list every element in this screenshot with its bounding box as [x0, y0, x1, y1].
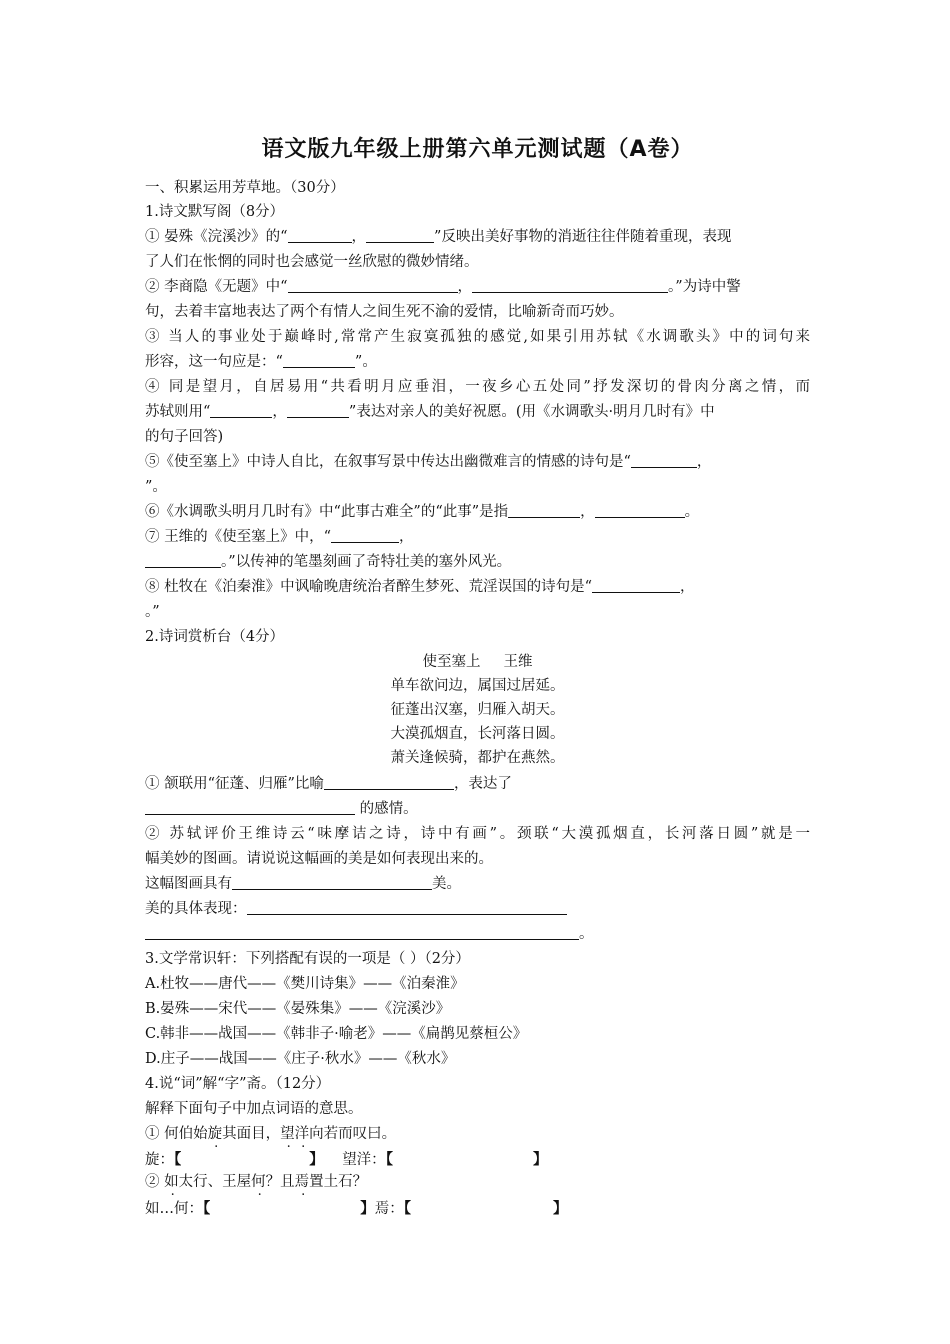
blank[interactable] — [366, 226, 434, 243]
blank[interactable] — [592, 576, 680, 593]
q1-item8-text-b: ， — [680, 579, 695, 595]
sentence-text: ① 何伯始 — [145, 1126, 208, 1142]
answer-label: 如…何： — [145, 1201, 203, 1217]
q1-item8-cont: 。” — [145, 604, 160, 620]
q2-item2-cont: 幅美妙的图画。请说说这幅画的美是如何表现出来的。 — [145, 851, 493, 867]
q3-heading: 3.文学常识轩：下列搭配有误的一项是（ ）（2分） — [145, 951, 470, 967]
q2-item2-feature — [145, 872, 810, 897]
sentence-text: ？且 — [265, 1174, 295, 1190]
dotted-word: 焉 — [294, 1174, 310, 1190]
q2-item1-cont — [145, 797, 810, 822]
bracket-close: 】 — [553, 1200, 568, 1217]
blank[interactable] — [232, 873, 432, 890]
poem-line: 单车欲问边，属国过居延。 — [390, 678, 565, 694]
blank[interactable] — [287, 401, 349, 418]
q1-item2-text-b: ， — [457, 279, 473, 295]
blank[interactable] — [331, 526, 399, 543]
q1-item5-text-a: ⑤《使至塞上》中诗人自比，在叙事写景中传达出幽微难言的情感的诗句是“ — [145, 454, 631, 470]
blank[interactable] — [145, 798, 355, 815]
q2-item2-text-f: 。 — [579, 926, 594, 942]
q2-item1-text-c: 的感情。 — [359, 801, 418, 817]
dotted-word: 望 — [280, 1126, 295, 1142]
q1-item2-cont: 句，去着丰富地表达了两个有情人之间生死不渝的爱情，比喻新奇而巧妙。 — [145, 304, 624, 320]
q1-item3-cont — [145, 350, 810, 375]
q2-item2: ② 苏轼评价王维诗云“味摩诘之诗，诗中有画”。颈联“大漠孤烟直，长河落日圆”就是一 — [145, 826, 810, 842]
q4-answer-row2 — [145, 1196, 810, 1222]
poem-author: 王维 — [503, 654, 533, 670]
q1-item6 — [145, 500, 810, 525]
q1-item5 — [145, 450, 810, 475]
q4-intro: 解释下面句子中加点词语的意思。 — [145, 1101, 363, 1117]
q1-item7-text-b: ， — [399, 529, 414, 545]
sentence-text: 向若而叹曰。 — [309, 1126, 397, 1142]
poem-line: 征蓬出汉塞，归雁入胡天。 — [390, 702, 565, 718]
q2-item1-text-a: ① 颔联用“征蓬、归雁”比喻 — [145, 776, 324, 792]
q1-item7-text-a: ⑦ 王维的《使至塞上》中，“ — [145, 529, 332, 545]
q2-item1 — [145, 772, 810, 797]
bracket-open: 【 — [403, 1200, 411, 1217]
answer-label: 焉： — [374, 1201, 404, 1217]
exam-title: 语文版九年级上册第六单元测试题（A卷） — [261, 137, 694, 162]
dotted-word: 何 — [251, 1174, 266, 1190]
blank[interactable] — [472, 276, 668, 293]
q1-item6-text-b: ， — [580, 504, 595, 520]
q3-option-a: A.杜牧——唐代——《樊川诗集》——《泊秦淮》 — [145, 976, 465, 992]
q2-heading: 2.诗词赏析台（4分） — [145, 629, 285, 645]
q1-item1 — [145, 225, 810, 250]
q2-item2-detail — [145, 897, 810, 922]
bracket-open: 【 — [203, 1200, 211, 1217]
poem-title-line — [145, 650, 810, 674]
answer-label: 望洋： — [342, 1152, 386, 1168]
q2-item2-text-e: 美的具体表现： — [145, 901, 247, 917]
bracket-close: 】 — [309, 1151, 324, 1168]
sentence-text: 置土石？ — [309, 1174, 368, 1190]
q1-item4-text-c: ， — [272, 404, 287, 420]
q1-item1-text-b: ， — [351, 229, 367, 245]
blank[interactable] — [210, 401, 272, 418]
bracket-open: 【 — [385, 1151, 393, 1168]
poem-line: 萧关逢候骑，都护在燕然。 — [390, 750, 565, 766]
q2-item2-detail-cont — [145, 922, 810, 947]
q2-item2-text-c: 这幅图画具有 — [145, 876, 232, 892]
q2-item1-text-b: ，表达了 — [453, 776, 512, 792]
blank[interactable] — [283, 351, 355, 368]
q3-option-c: C.韩非——战国——《韩非子·喻老》——《扁鹊见蔡桓公》 — [145, 1026, 528, 1042]
poem-title: 使至塞上 — [422, 654, 481, 670]
sentence-text: 太行、王屋 — [178, 1174, 252, 1190]
q1-item4-text-b: 苏轼则用“ — [145, 404, 211, 420]
q1-item1-text-a: ① 晏殊《浣溪沙》的“ — [145, 229, 288, 245]
bracket-close: 】 — [532, 1151, 548, 1168]
blank[interactable] — [288, 276, 458, 293]
q3-option-d: D.庄子——战国——《庄子·秋水》——《秋水》 — [145, 1051, 456, 1067]
poem-line: 大漠孤烟直，长河落日圆。 — [390, 726, 565, 742]
q1-item6-text-a: ⑥《水调歌头明月几时有》中“此事古难全”的“此事”是指 — [145, 504, 509, 520]
q1-item4-cont — [145, 400, 810, 425]
dotted-word: 旋 — [207, 1126, 223, 1142]
q1-item4-end: 的句子回答) — [145, 429, 224, 445]
dotted-word: 如 — [164, 1174, 179, 1190]
q4-heading: 4.说“词”解“字”斋。（12分） — [145, 1076, 331, 1092]
q1-item7-cont — [145, 550, 810, 575]
bracket-open: 【 — [174, 1151, 182, 1168]
dotted-word: 洋 — [294, 1126, 310, 1142]
q1-item1-cont: 了人们在怅惘的同时也会感觉一丝欣慰的微妙情绪。 — [145, 254, 479, 270]
bracket-close: 】 — [360, 1200, 375, 1217]
q1-item4-text-d: ”表达对亲人的美好祝愿。(用《水调歌头·明月几时有》中 — [348, 404, 715, 420]
q1-item2 — [145, 275, 810, 300]
q1-item3: ③ 当人的事业处于巅峰时,常常产生寂寞孤独的感觉,如果引用苏轼《水调歌头》中的词句来 — [145, 329, 810, 345]
q1-item2-text-a: ② 李商隐《无题》中“ — [145, 279, 288, 295]
sentence-text: ② — [145, 1174, 165, 1190]
q1-item8 — [145, 575, 810, 600]
blank[interactable] — [288, 226, 352, 243]
q1-item7-text-c: 。”以传神的笔墨刻画了奇特壮美的塞外风光。 — [221, 554, 512, 570]
blank[interactable] — [324, 773, 454, 790]
answer-label: 旋： — [145, 1152, 174, 1168]
blank[interactable] — [631, 451, 697, 468]
q1-item3-text-b: 形容，这一句应是：“ — [145, 354, 283, 370]
q1-item1-text-c: ”反映出美好事物的消逝往往伴随着重现，表现 — [434, 229, 732, 245]
q2-item2-text-d: 美。 — [432, 876, 461, 892]
section-heading: 一、积累运用芳草地。（30分） — [145, 180, 345, 196]
q1-item7 — [145, 525, 810, 550]
q1-item5-cont: ”。 — [145, 479, 167, 495]
q4-sentence2 — [145, 1170, 810, 1195]
q1-item5-text-b: ， — [696, 454, 712, 470]
q4-sentence1 — [145, 1122, 810, 1147]
q1-heading: 1.诗文默写阁（8分） — [145, 204, 285, 220]
q3-option-b: B.晏殊——宋代——《晏殊集》——《浣溪沙》 — [145, 1001, 451, 1017]
blank[interactable] — [247, 898, 567, 915]
q1-item3-text-c: ”。 — [354, 354, 377, 370]
q1-item8-text-a: ⑧ 杜牧在《泊秦淮》中讽喻晚唐统治者醉生梦死、荒淫误国的诗句是“ — [145, 579, 593, 595]
q1-item6-text-c: 。 — [684, 504, 700, 520]
q1-item2-text-c: 。”为诗中警 — [668, 279, 741, 295]
q1-item4: ④ 同是望月，自居易用“共看明月应垂泪，一夜乡心五处同”抒发深切的骨肉分离之情，而 — [145, 379, 810, 395]
blank[interactable] — [145, 923, 579, 940]
blank[interactable] — [508, 501, 580, 518]
blank[interactable] — [595, 501, 685, 518]
blank[interactable] — [145, 551, 221, 568]
sentence-text: 其面目， — [222, 1126, 281, 1142]
